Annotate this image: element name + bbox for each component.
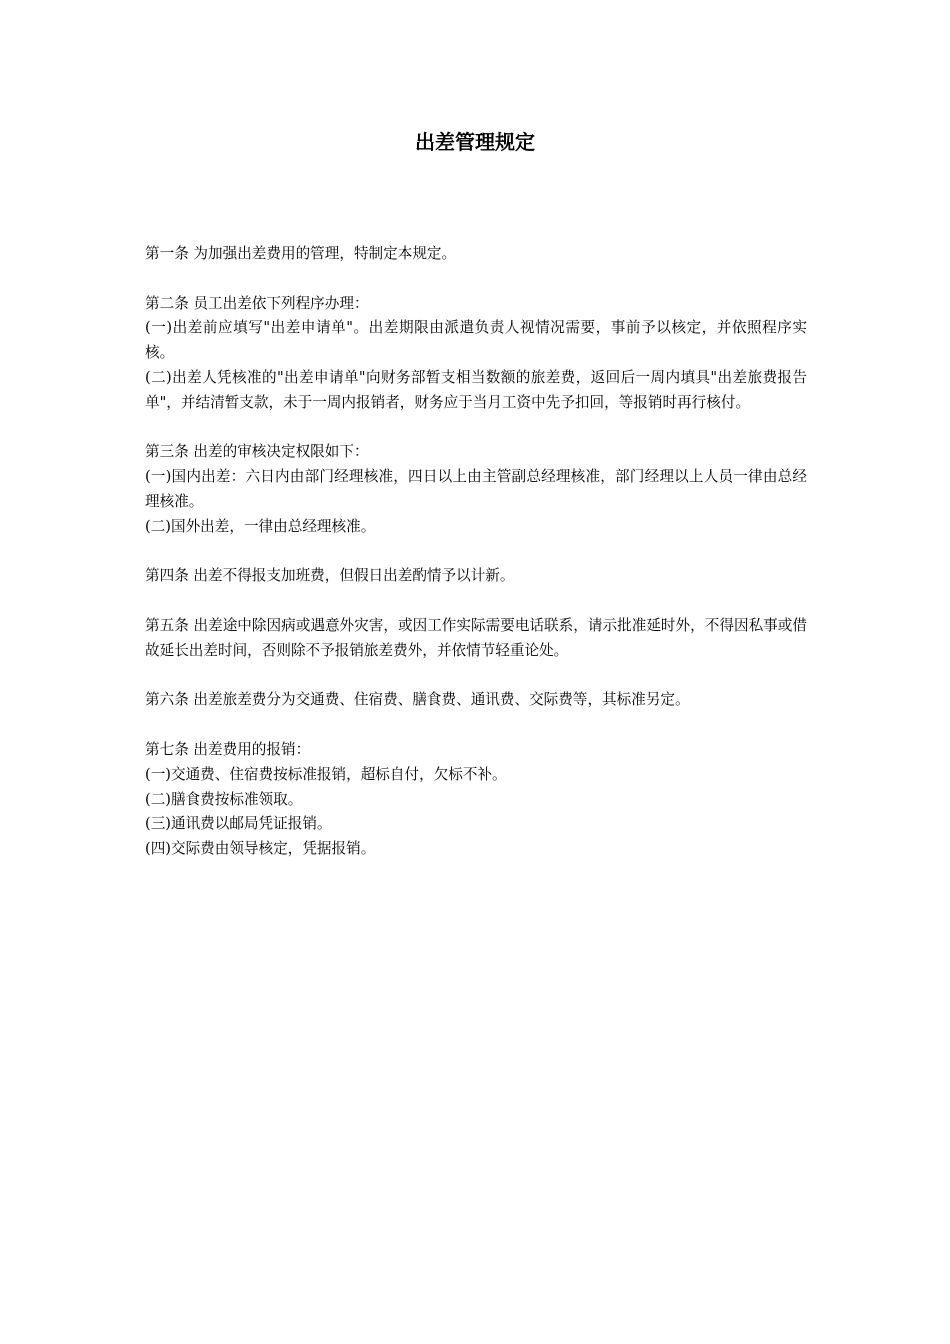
paragraph: (二)膳食费按标准领取。 — [145, 790, 303, 808]
paragraph: 第一条 为加强出差费用的管理，特制定本规定。 — [145, 245, 457, 262]
article-1 — [145, 242, 807, 267]
article-5 — [145, 614, 807, 664]
document-body — [145, 242, 807, 887]
paragraph: (一)出差前应填写"出差申请单"。出差期限由派遣负责人视情况需要，事前予以核定，并依照程序实核。 — [145, 319, 807, 362]
paragraph: 第四条 出差不得报支加班费，但假日出差酌情予以计新。 — [145, 567, 515, 585]
paragraph: (一)交通费、住宿费按标准报销，超标自付，欠标不补。 — [145, 765, 507, 783]
article-3 — [145, 440, 807, 539]
article-2 — [145, 292, 807, 416]
article-4 — [145, 564, 807, 589]
article-7 — [145, 738, 807, 862]
paragraph: (一)国内出差：六日内由部门经理核准，四日以上由主管副总经理核准，部门经理以上人员一律由总经理核准。 — [145, 468, 807, 510]
document-title: 出差管理规定 — [415, 130, 535, 154]
article-6 — [145, 688, 807, 713]
paragraph: (二)出差人凭核准的"出差申请单"向财务部暂支相当数额的旅差费，返回后一周内填具"出差旅费报告单"，并结清暂支款，未于一周内报销者，财务应于当月工资中先予扣回，等报销时再行核付。 — [145, 368, 807, 411]
paragraph: (三)通讯费以邮局凭证报销。 — [145, 815, 332, 833]
paragraph: 第七条 出差费用的报销： — [145, 740, 311, 758]
paragraph: (二)国外出差，一律由总经理核准。 — [145, 517, 376, 535]
paragraph: 第五条 出差途中除因病或遇意外灾害，或因工作实际需要电话联系，请示批准延时外，不得因私事或借故延长出差时间，否则除不予报销旅差费外，并依情节轻重论处。 — [145, 616, 807, 659]
paragraph: 第二条 员工出差依下列程序办理： — [145, 294, 369, 312]
paragraph: (四)交际费由领导核定，凭据报销。 — [145, 840, 376, 858]
paragraph: 第六条 出差旅差费分为交通费、住宿费、膳食费、通讯费、交际费等，其标准另定。 — [145, 691, 690, 709]
paragraph: 第三条 出差的审核决定权限如下： — [145, 443, 369, 461]
